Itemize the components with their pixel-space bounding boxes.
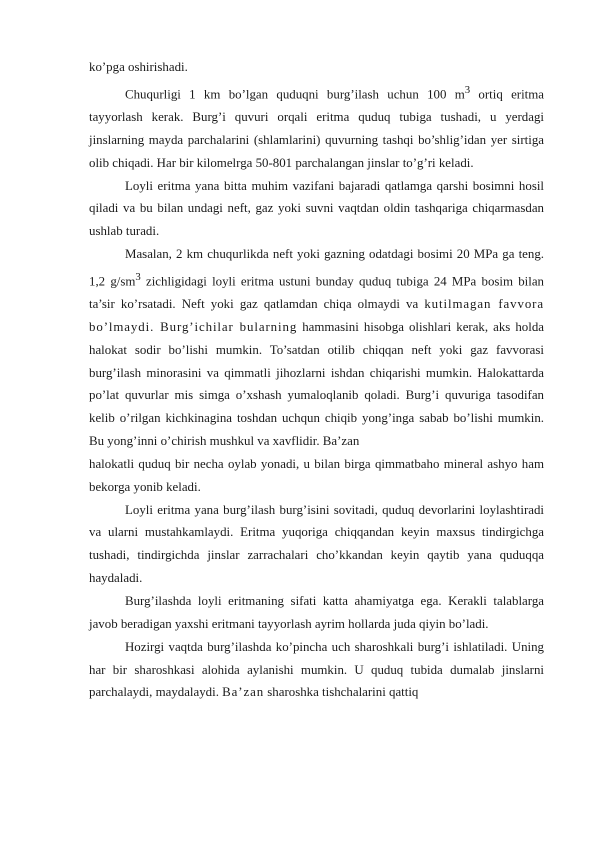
paragraph-roller-bit (89, 636, 544, 705)
paragraph-text: Loyli eritma yana burg’ilash burg’isini sovitadi, quduq devorlarini loylashtiradi va ularni mustahkamlaydi. Eritma yuqoriga chiqqandan keyin maxsus tindirgichga tushadi, tindirgichda jinslar zarrachalari cho’kkandan keyin qaytib yana quduqqa haydaladi. (89, 502, 544, 586)
paragraph-text: zichligidagi loyli eritma ustuni bunday quduq tubiga 24 MPa bosim bilan ta’sir ko’rsatadi. Neft yoki gaz qatlamdan chiqa olmaydi va (89, 274, 545, 312)
paragraph-cooling (89, 499, 544, 590)
paragraph-text: Hozirgi vaqtda burg’ilashda ko’pincha uch sharoshkali burg’i ishlatiladi. Uning har bir sharoshkasi alohida aylanishi mumkin. U quduq tubida dumalab jinslarni parchalaydi, maydalaydi. (89, 639, 544, 700)
paragraph-counter-pressure (89, 175, 544, 244)
paragraph-text: ortiq eritma tayyorlash kerak. Burg’i quvuri orqali eritma quduq tubiga tushadi, u yerdagi jinslarning mayda parchalarini (shlamlarini) quvurning tashqi bo’shlig’idan yer sirtiga olib chiqadi. Har bir kilomelrga 50-801 parchalangan jinslar to’g’ri keladi. (89, 87, 545, 170)
paragraph-text: Loyli eritma yana bitta muhim vazifani bajaradi qatlamga qarshi bosimni hosil qiladi va bu bilan undagi neft, gaz yoki suvni vaqtdan oldin tashqariga chiqarmasdan ushlab turadi. (89, 178, 544, 239)
paragraph-drilling-fluid-volume (89, 79, 544, 175)
paragraph-continuation (89, 453, 544, 499)
superscript: 3 (135, 270, 141, 283)
paragraph-text-spaced: Ba’zan (222, 685, 265, 700)
body-text (89, 56, 544, 704)
paragraph-example (89, 243, 544, 453)
paragraph-text: Chuqurligi 1 km bo’lgan quduqni burg’ilash uchun 100 m (125, 87, 465, 102)
paragraph-text: halokatli quduq bir necha oylab yonadi, u bilan birga qimmatbaho mineral ashyo ham bekorga yonib keladi. (89, 456, 544, 494)
paragraph-text: Masalan, 2 km chuqurlikda neft yoki gazning odatdagi bosimi 20 MPa ga teng. 1,2 g/sm (89, 247, 544, 289)
paragraph-text-spaced: kutilmagan favvora bo’lmaydi. Burg’ichilar bularning (89, 297, 544, 334)
superscript: 3 (464, 83, 471, 96)
paragraph-text: hammasini hisobga olishlari kerak, aks holda halokat sodir bo’lishi mumkin. To’satdan otilib chiqqan neft yoki gaz favvorasi burg’ilash minorasini va qimmatli jihozlarni ishdan chiqarishi mumkin. Halokattarda po’lat quvurlar mis simga o’xshash yumaloqlanib qoladi. Burg’i quvuriga tasodifan kelib o’rilgan kichkinagina toshdan uchqun chiqib yong’inga sabab bo’lishi mumkin. Bu yong’inni o’chirish mushkul va xavflidir. Ba’zan (89, 319, 545, 449)
paragraph-text: Burg’ilashda loyli eritmaning sifati katta ahamiyatga ega. Kerakli talablarga javob beradigan yaxshi eritmani tayyorlash ayrim hollarda juda qiyin bo’ladi. (89, 594, 544, 631)
paragraph-continuation (89, 56, 544, 79)
paragraph-text: ko’pga oshirishadi. (89, 60, 188, 74)
paragraph-quality (89, 590, 544, 636)
paragraph-text: sharoshka tishchalarini qattiq (264, 685, 419, 700)
